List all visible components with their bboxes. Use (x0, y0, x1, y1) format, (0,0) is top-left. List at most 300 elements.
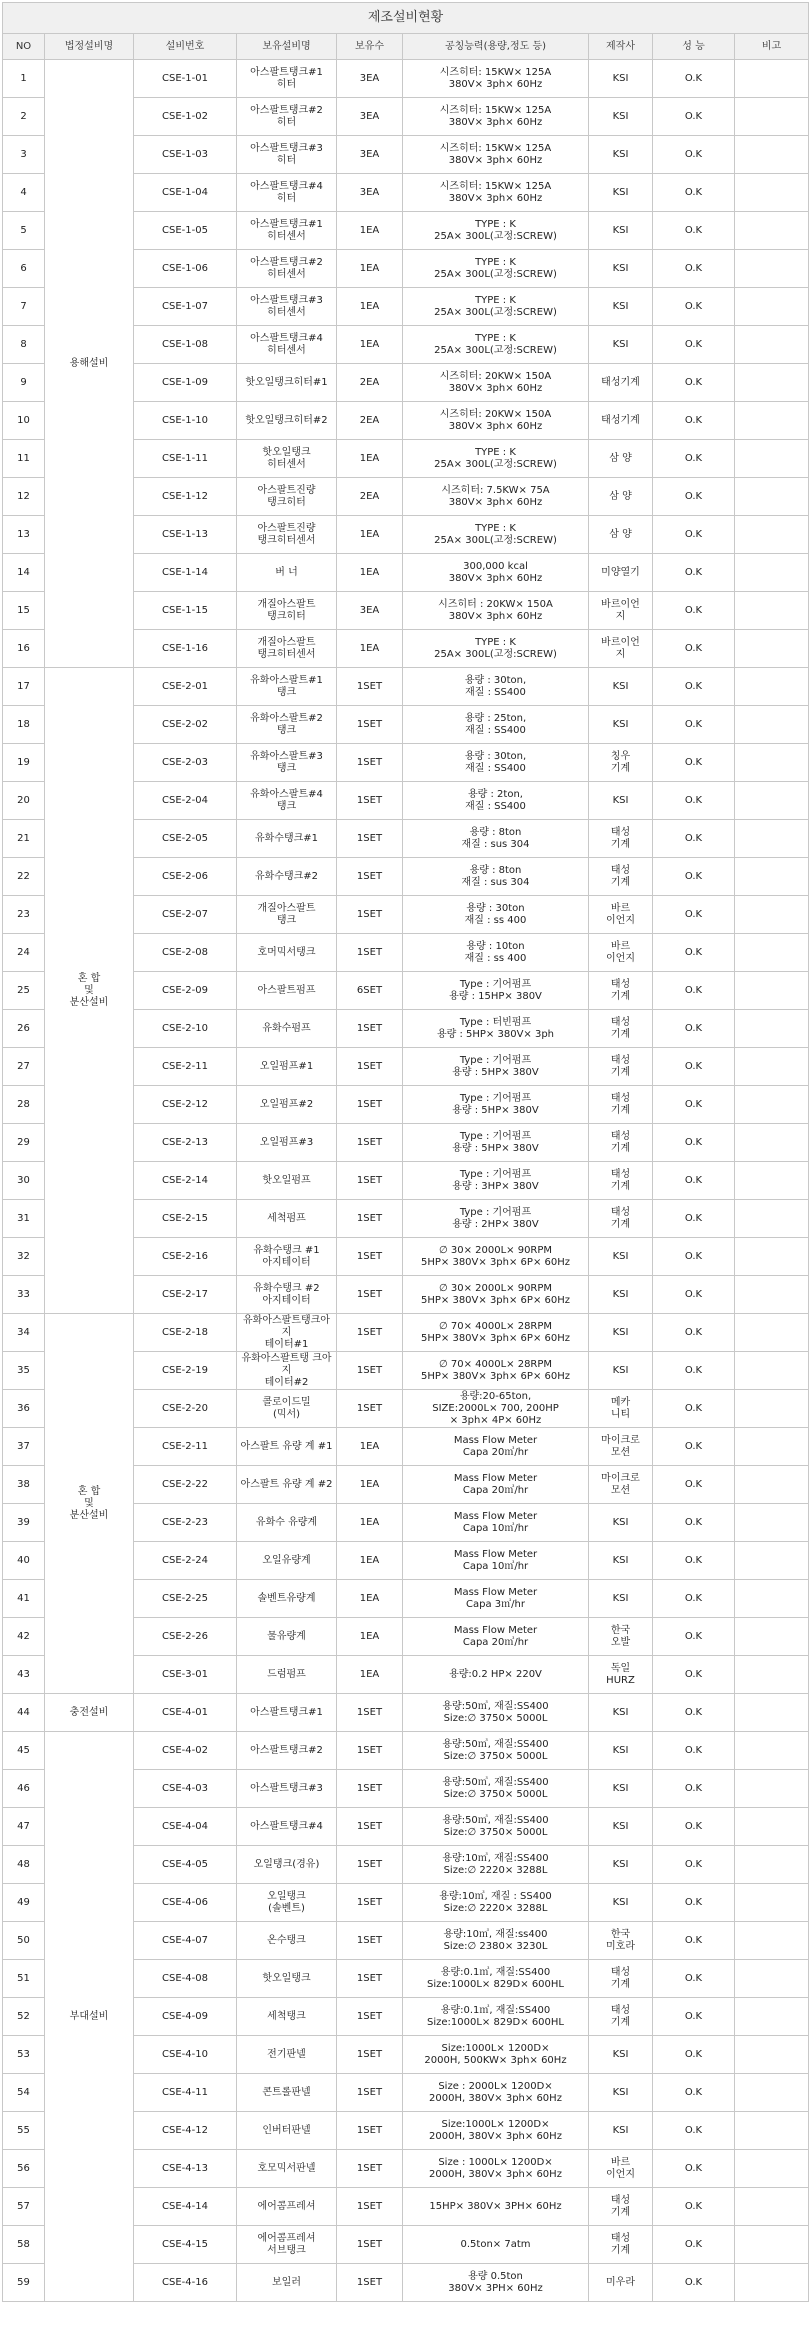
quantity: 3EA (337, 592, 403, 630)
specification: 용량 : 30ton 재질 : ss 400 (403, 896, 589, 934)
quantity: 1SET (337, 1998, 403, 2036)
equipment-code: CSE-2-15 (134, 1200, 237, 1238)
row-number: 3 (3, 136, 45, 174)
equipment-name: 오일유량계 (237, 1542, 337, 1580)
row-number: 7 (3, 288, 45, 326)
specification: Type : 기어펌프 용량 : 5HP× 380V (403, 1124, 589, 1162)
equipment-code: CSE-1-01 (134, 60, 237, 98)
quantity: 1EA (337, 440, 403, 478)
row-number: 36 (3, 1390, 45, 1428)
row-number: 32 (3, 1238, 45, 1276)
equipment-code: CSE-2-06 (134, 858, 237, 896)
table-row (3, 1314, 809, 1352)
equipment-name: 호머믹서탱크 (237, 934, 337, 972)
specification: 시즈히터: 7.5KW× 75A 380V× 3ph× 60Hz (403, 478, 589, 516)
table-row (3, 1732, 809, 1770)
equipment-name: 아스팔트펌프 (237, 972, 337, 1010)
column-header: 설비번호 (134, 34, 237, 60)
performance: O.K (653, 1162, 735, 1200)
specification: Mass Flow Meter Capa 3㎥/hr (403, 1580, 589, 1618)
performance: O.K (653, 98, 735, 136)
equipment-code: CSE-2-08 (134, 934, 237, 972)
equipment-code: CSE-2-22 (134, 1466, 237, 1504)
equipment-name: 아스팔트탱크#2 히터센서 (237, 250, 337, 288)
remarks (735, 1124, 809, 1162)
row-number: 51 (3, 1960, 45, 1998)
specification: 0.5ton× 7atm (403, 2226, 589, 2264)
quantity: 2EA (337, 478, 403, 516)
row-number: 2 (3, 98, 45, 136)
equipment-code: CSE-2-14 (134, 1162, 237, 1200)
manufacturer: 마이크로 모션 (589, 1428, 653, 1466)
specification: 용량:20-65ton, SIZE:2000L× 700, 200HP × 3ph× 4P× 60Hz (403, 1390, 589, 1428)
equipment-name: 유화수탱크 #1 아지테이터 (237, 1238, 337, 1276)
specification: Mass Flow Meter Capa 10㎥/hr (403, 1542, 589, 1580)
equipment-code: CSE-2-18 (134, 1314, 237, 1352)
performance: O.K (653, 1846, 735, 1884)
quantity: 1EA (337, 1618, 403, 1656)
manufacturer: 미양열기 (589, 554, 653, 592)
equipment-name: 핫오일탱크 히터센서 (237, 440, 337, 478)
manufacturer: KSI (589, 2074, 653, 2112)
equipment-code: CSE-1-15 (134, 592, 237, 630)
row-number: 10 (3, 402, 45, 440)
equipment-code: CSE-3-01 (134, 1656, 237, 1694)
quantity: 1SET (337, 744, 403, 782)
equipment-name: 핫오일펌프 (237, 1162, 337, 1200)
row-number: 44 (3, 1694, 45, 1732)
manufacturer: 태성 기계 (589, 1086, 653, 1124)
manufacturer: 한국 미호라 (589, 1922, 653, 1960)
specification: Type : 기어펌프 용량 : 2HP× 380V (403, 1200, 589, 1238)
manufacturer: 마이크로 모션 (589, 1466, 653, 1504)
equipment-code: CSE-1-09 (134, 364, 237, 402)
equipment-code: CSE-1-16 (134, 630, 237, 668)
remarks (735, 1656, 809, 1694)
performance: O.K (653, 706, 735, 744)
remarks (735, 1276, 809, 1314)
performance: O.K (653, 1542, 735, 1580)
manufacturer: KSI (589, 706, 653, 744)
equipment-name: 온수탱크 (237, 1922, 337, 1960)
column-header: 성 능 (653, 34, 735, 60)
equipment-name: 개질아스팔트 탱크히터 (237, 592, 337, 630)
column-header: 제작사 (589, 34, 653, 60)
remarks (735, 326, 809, 364)
quantity: 1SET (337, 1124, 403, 1162)
row-number: 56 (3, 2150, 45, 2188)
equipment-code: CSE-2-16 (134, 1238, 237, 1276)
specification: Type : 터빈펌프 용량 : 5HP× 380V× 3ph (403, 1010, 589, 1048)
equipment-code: CSE-4-08 (134, 1960, 237, 1998)
manufacturer: KSI (589, 1504, 653, 1542)
row-number: 50 (3, 1922, 45, 1960)
equipment-name: 콘트롤판넬 (237, 2074, 337, 2112)
quantity: 1EA (337, 250, 403, 288)
manufacturer: KSI (589, 1352, 653, 1390)
column-header: NO (3, 34, 45, 60)
table-row (3, 668, 809, 706)
equipment-code: CSE-1-07 (134, 288, 237, 326)
performance: O.K (653, 250, 735, 288)
specification: 용량:10㎥, 재질 : SS400 Size:∅ 2220× 3288L (403, 1884, 589, 1922)
equipment-name: 아스팔트탱크#4 히터센서 (237, 326, 337, 364)
equipment-code: CSE-4-02 (134, 1732, 237, 1770)
performance: O.K (653, 1276, 735, 1314)
remarks (735, 2264, 809, 2302)
row-number: 54 (3, 2074, 45, 2112)
equipment-code: CSE-1-13 (134, 516, 237, 554)
performance: O.K (653, 1200, 735, 1238)
quantity: 1EA (337, 1580, 403, 1618)
manufacturer: KSI (589, 782, 653, 820)
equipment-name: 솔벤트유량계 (237, 1580, 337, 1618)
quantity: 1SET (337, 2226, 403, 2264)
performance: O.K (653, 2150, 735, 2188)
manufacturer: 태성 기계 (589, 1960, 653, 1998)
equipment-name: 호모믹서판넬 (237, 2150, 337, 2188)
remarks (735, 1010, 809, 1048)
performance: O.K (653, 2226, 735, 2264)
manufacturer: KSI (589, 136, 653, 174)
quantity: 1SET (337, 1238, 403, 1276)
specification: 300,000 kcal 380V× 3ph× 60Hz (403, 554, 589, 592)
row-number: 33 (3, 1276, 45, 1314)
quantity: 2EA (337, 364, 403, 402)
specification: 시즈히터: 20KW× 150A 380V× 3ph× 60Hz (403, 402, 589, 440)
quantity: 1SET (337, 820, 403, 858)
remarks (735, 1732, 809, 1770)
performance: O.K (653, 1960, 735, 1998)
equipment-code: CSE-1-11 (134, 440, 237, 478)
performance: O.K (653, 820, 735, 858)
specification: TYPE : K 25A× 300L(고정:SCREW) (403, 326, 589, 364)
quantity: 1SET (337, 706, 403, 744)
remarks (735, 896, 809, 934)
row-number: 23 (3, 896, 45, 934)
row-number: 34 (3, 1314, 45, 1352)
row-number: 29 (3, 1124, 45, 1162)
performance: O.K (653, 1998, 735, 2036)
quantity: 1SET (337, 1770, 403, 1808)
performance: O.K (653, 858, 735, 896)
performance: O.K (653, 2264, 735, 2302)
equipment-code: CSE-1-06 (134, 250, 237, 288)
equipment-name: 유화아스팔트#1 탱크 (237, 668, 337, 706)
remarks (735, 554, 809, 592)
row-number: 17 (3, 668, 45, 706)
performance: O.K (653, 440, 735, 478)
equipment-code: CSE-4-07 (134, 1922, 237, 1960)
manufacturer: 태성 기계 (589, 1010, 653, 1048)
specification: 용량 : 30ton, 재질 : SS400 (403, 744, 589, 782)
category-cell: 혼 합 및 분산설비 (45, 1314, 134, 1694)
column-header: 보유수 (337, 34, 403, 60)
performance: O.K (653, 136, 735, 174)
quantity: 1SET (337, 1276, 403, 1314)
equipment-code: CSE-4-11 (134, 2074, 237, 2112)
specification: 용량 : 8ton 재질 : sus 304 (403, 820, 589, 858)
quantity: 6SET (337, 972, 403, 1010)
equipment-name: 오일펌프#1 (237, 1048, 337, 1086)
equipment-code: CSE-1-02 (134, 98, 237, 136)
manufacturer: KSI (589, 1276, 653, 1314)
row-number: 39 (3, 1504, 45, 1542)
quantity: 1EA (337, 1656, 403, 1694)
performance: O.K (653, 1314, 735, 1352)
equipment-name: 버 너 (237, 554, 337, 592)
performance: O.K (653, 1580, 735, 1618)
equipment-name: 유화아스팔트#2 탱크 (237, 706, 337, 744)
specification: TYPE : K 25A× 300L(고정:SCREW) (403, 212, 589, 250)
row-number: 25 (3, 972, 45, 1010)
quantity: 1SET (337, 1960, 403, 1998)
quantity: 1SET (337, 1808, 403, 1846)
manufacturer: 바르 이언지 (589, 934, 653, 972)
remarks (735, 1428, 809, 1466)
equipment-code: CSE-2-07 (134, 896, 237, 934)
performance: O.K (653, 1808, 735, 1846)
remarks (735, 1694, 809, 1732)
row-number: 31 (3, 1200, 45, 1238)
manufacturer: KSI (589, 174, 653, 212)
equipment-table (2, 2, 809, 2302)
manufacturer: KSI (589, 2036, 653, 2074)
manufacturer: KSI (589, 212, 653, 250)
remarks (735, 1086, 809, 1124)
equipment-code: CSE-4-16 (134, 2264, 237, 2302)
manufacturer: 태성 기계 (589, 858, 653, 896)
equipment-code: CSE-1-04 (134, 174, 237, 212)
row-number: 22 (3, 858, 45, 896)
equipment-name: 유화아스팔트#3 탱크 (237, 744, 337, 782)
equipment-code: CSE-2-05 (134, 820, 237, 858)
equipment-code: CSE-4-03 (134, 1770, 237, 1808)
remarks (735, 364, 809, 402)
specification: Mass Flow Meter Capa 20㎥/hr (403, 1428, 589, 1466)
specification: TYPE : K 25A× 300L(고정:SCREW) (403, 440, 589, 478)
performance: O.K (653, 2074, 735, 2112)
row-number: 45 (3, 1732, 45, 1770)
quantity: 1SET (337, 1314, 403, 1352)
remarks (735, 1390, 809, 1428)
specification: TYPE : K 25A× 300L(고정:SCREW) (403, 288, 589, 326)
row-number: 41 (3, 1580, 45, 1618)
remarks (735, 2188, 809, 2226)
equipment-name: 아스팔트탱크#4 (237, 1808, 337, 1846)
remarks (735, 440, 809, 478)
row-number: 43 (3, 1656, 45, 1694)
quantity: 1SET (337, 2074, 403, 2112)
row-number: 26 (3, 1010, 45, 1048)
quantity: 2EA (337, 402, 403, 440)
manufacturer: KSI (589, 1808, 653, 1846)
row-number: 38 (3, 1466, 45, 1504)
row-number: 13 (3, 516, 45, 554)
specification: ∅ 70× 4000L× 28RPM 5HP× 380V× 3ph× 6P× 60Hz (403, 1352, 589, 1390)
manufacturer: KSI (589, 668, 653, 706)
specification: TYPE : K 25A× 300L(고정:SCREW) (403, 630, 589, 668)
row-number: 46 (3, 1770, 45, 1808)
quantity: 1SET (337, 2112, 403, 2150)
manufacturer: KSI (589, 98, 653, 136)
remarks (735, 782, 809, 820)
performance: O.K (653, 288, 735, 326)
remarks (735, 1200, 809, 1238)
manufacturer: KSI (589, 1884, 653, 1922)
remarks (735, 1504, 809, 1542)
performance: O.K (653, 592, 735, 630)
equipment-name: 물유량계 (237, 1618, 337, 1656)
remarks (735, 1314, 809, 1352)
remarks (735, 478, 809, 516)
specification: ∅ 30× 2000L× 90RPM 5HP× 380V× 3ph× 6P× 60Hz (403, 1276, 589, 1314)
equipment-name: 핫오일탱크 (237, 1960, 337, 1998)
manufacturer: 태성 기계 (589, 1998, 653, 2036)
quantity: 1SET (337, 1846, 403, 1884)
specification: 시즈히터: 20KW× 150A 380V× 3ph× 60Hz (403, 364, 589, 402)
specification: Type : 기어펌프 용량 : 3HP× 380V (403, 1162, 589, 1200)
quantity: 1SET (337, 1048, 403, 1086)
category-cell: 충전설비 (45, 1694, 134, 1732)
equipment-code: CSE-1-14 (134, 554, 237, 592)
specification: 용량 : 25ton, 재질 : SS400 (403, 706, 589, 744)
performance: O.K (653, 60, 735, 98)
remarks (735, 934, 809, 972)
quantity: 1EA (337, 1542, 403, 1580)
equipment-code: CSE-2-11 (134, 1428, 237, 1466)
quantity: 1SET (337, 858, 403, 896)
column-header: 공칭능력(용량,정도 등) (403, 34, 589, 60)
equipment-code: CSE-4-15 (134, 2226, 237, 2264)
quantity: 1EA (337, 1504, 403, 1542)
equipment-name: 아스팔트탱크#1 히터 (237, 60, 337, 98)
manufacturer: 태성 기계 (589, 1200, 653, 1238)
remarks (735, 1542, 809, 1580)
remarks (735, 1808, 809, 1846)
remarks (735, 212, 809, 250)
equipment-code: CSE-2-13 (134, 1124, 237, 1162)
specification: 용량:50㎥, 재질:SS400 Size:∅ 3750× 5000L (403, 1694, 589, 1732)
performance: O.K (653, 668, 735, 706)
equipment-name: 아스팔트탱크#3 히터 (237, 136, 337, 174)
equipment-name: 아스팔트탱크#3 히터센서 (237, 288, 337, 326)
row-number: 52 (3, 1998, 45, 2036)
quantity: 3EA (337, 174, 403, 212)
table-body (3, 60, 809, 2302)
performance: O.K (653, 1086, 735, 1124)
equipment-name: 아스팔트진량 탱크히터센서 (237, 516, 337, 554)
equipment-name: 전기판넬 (237, 2036, 337, 2074)
manufacturer: KSI (589, 60, 653, 98)
equipment-name: 핫오일탱크히터#2 (237, 402, 337, 440)
equipment-code: CSE-2-01 (134, 668, 237, 706)
performance: O.K (653, 1656, 735, 1694)
quantity: 1SET (337, 1086, 403, 1124)
manufacturer: KSI (589, 1238, 653, 1276)
remarks (735, 1922, 809, 1960)
row-number: 42 (3, 1618, 45, 1656)
remarks (735, 706, 809, 744)
manufacturer: 칭우 기계 (589, 744, 653, 782)
manufacturer: 미우라 (589, 2264, 653, 2302)
row-number: 58 (3, 2226, 45, 2264)
quantity: 1SET (337, 2188, 403, 2226)
performance: O.K (653, 402, 735, 440)
quantity: 1SET (337, 782, 403, 820)
row-number: 40 (3, 1542, 45, 1580)
performance: O.K (653, 212, 735, 250)
manufacturer: KSI (589, 2112, 653, 2150)
equipment-code: CSE-1-05 (134, 212, 237, 250)
manufacturer: 바르이언 지 (589, 630, 653, 668)
specification: 용량 0.5ton 380V× 3PH× 60Hz (403, 2264, 589, 2302)
manufacturer: 바르이언 지 (589, 592, 653, 630)
manufacturer: 태성 기계 (589, 2188, 653, 2226)
equipment-code: CSE-2-04 (134, 782, 237, 820)
row-number: 12 (3, 478, 45, 516)
manufacturer: KSI (589, 1846, 653, 1884)
specification: Type : 기어펌프 용량 : 15HP× 380V (403, 972, 589, 1010)
performance: O.K (653, 516, 735, 554)
manufacturer: KSI (589, 1542, 653, 1580)
table-row (3, 60, 809, 98)
equipment-code: CSE-4-12 (134, 2112, 237, 2150)
manufacturer: 메카 니티 (589, 1390, 653, 1428)
equipment-name: 유화아스팔트탱크아지 테이터#1 (237, 1314, 337, 1352)
equipment-code: CSE-2-26 (134, 1618, 237, 1656)
performance: O.K (653, 2036, 735, 2074)
row-number: 19 (3, 744, 45, 782)
row-number: 16 (3, 630, 45, 668)
remarks (735, 972, 809, 1010)
performance: O.K (653, 1732, 735, 1770)
performance: O.K (653, 1618, 735, 1656)
specification: Size : 1000L× 1200D× 2000H, 380V× 3ph× 60Hz (403, 2150, 589, 2188)
performance: O.K (653, 1428, 735, 1466)
manufacturer: 태성 기계 (589, 1048, 653, 1086)
row-number: 18 (3, 706, 45, 744)
equipment-name: 오일탱크(경유) (237, 1846, 337, 1884)
quantity: 3EA (337, 60, 403, 98)
equipment-name: 아스팔트탱크#3 (237, 1770, 337, 1808)
equipment-code: CSE-2-10 (134, 1010, 237, 1048)
specification: Type : 기어펌프 용량 : 5HP× 380V (403, 1048, 589, 1086)
specification: 용량:0.2 HP× 220V (403, 1656, 589, 1694)
performance: O.K (653, 2112, 735, 2150)
equipment-name: 핫오일탱크히터#1 (237, 364, 337, 402)
remarks (735, 1998, 809, 2036)
equipment-code: CSE-1-12 (134, 478, 237, 516)
quantity: 1SET (337, 2036, 403, 2074)
equipment-name: 아스팔트탱크#1 히터센서 (237, 212, 337, 250)
specification: 시즈히터: 15KW× 125A 380V× 3ph× 60Hz (403, 174, 589, 212)
remarks (735, 402, 809, 440)
specification: Mass Flow Meter Capa 20㎥/hr (403, 1618, 589, 1656)
specification: 용량:50㎥, 재질:SS400 Size:∅ 3750× 5000L (403, 1808, 589, 1846)
manufacturer: KSI (589, 1732, 653, 1770)
remarks (735, 2112, 809, 2150)
manufacturer: 삼 양 (589, 478, 653, 516)
equipment-name: 보일러 (237, 2264, 337, 2302)
manufacturer: 태성 기계 (589, 2226, 653, 2264)
remarks (735, 2226, 809, 2264)
specification: 15HP× 380V× 3PH× 60Hz (403, 2188, 589, 2226)
quantity: 1EA (337, 516, 403, 554)
remarks (735, 1238, 809, 1276)
manufacturer: 태성 기계 (589, 1162, 653, 1200)
equipment-name: 세척펌프 (237, 1200, 337, 1238)
